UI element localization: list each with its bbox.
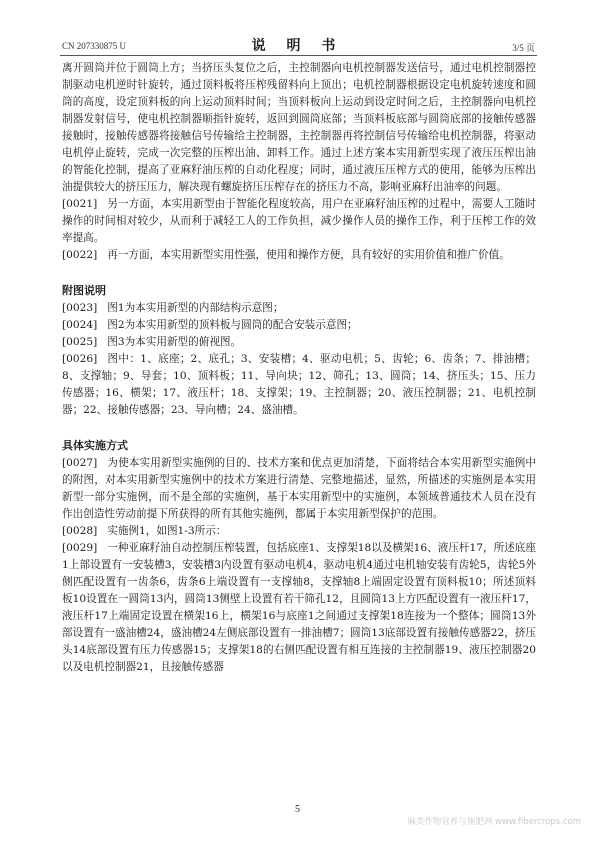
paragraph-text: 图2为本实用新型的顶料板与圆筒的配合安装示意图；: [107, 319, 358, 331]
header-doc-number: CN 207330875 U: [62, 41, 127, 51]
section-heading-implementation: 具体实施方式: [62, 439, 128, 452]
paragraph-number: [0029]: [62, 542, 98, 554]
paragraph-0023: [62, 300, 536, 317]
header-rule: [60, 55, 537, 56]
paragraph-0021: [62, 196, 536, 247]
document-body: [62, 60, 536, 676]
paragraph-number: [0025]: [62, 336, 98, 348]
paragraph-number: [0027]: [62, 457, 98, 469]
paragraph-text: 另一方面，本实用新型由于智能化程度较高，用户在亚麻籽油压榨的过程中，需要人工随时操作的时间相对较少，从而利于减轻工人的工作负担，减少操作人员的操作工作，利于压榨工作的效率提高。: [62, 198, 536, 244]
paragraph-0022: [62, 247, 536, 264]
paragraph-0027: [62, 455, 536, 523]
paragraph-number: [0022]: [62, 249, 98, 261]
paragraph-number: [0028]: [62, 525, 98, 537]
paragraph-text: 为使本实用新型实施例的目的、技术方案和优点更加清楚，下面将结合本实用新型实施例中的附图，对本实用新型实施例中的技术方案进行清楚、完整地描述，显然，所描述的实施例是本实用新型一部分实施例，而不是全部的实施例，基于本实用新型中的实施例，本领域普通技术人员在没有作出创造性劳动前提下所获得的所有其他实施例，都属于本实用新型保护的范围。: [62, 457, 536, 520]
page-number: 5: [295, 804, 300, 815]
paragraph-0025: [62, 334, 536, 351]
paragraph-continuation: 离开圆筒并位于圆筒上方；当挤压头复位之后，主控制器向电机控制器发送信号，通过电机控制器控制驱动电机逆时针旋转，通过顶料板将压榨残留料向上顶出；电机控制器根据设定电机旋转速度和圆筒的高度，设定顶料板的向上运动顶料时间；当顶料板向上运动到设定时间之后，主控制器向电机控制器发射信号，使电机控制器顺指针旋转，返回到圆筒底部；当顶料板底部与圆筒底部的接触传感器接触时，接触传感器将接触信号传输给主控制器，主控制器再将控制信号传输给电机控制器，将驱动电机停止旋转，完成一次完整的压榨出油、卸料工作。通过上述方案本实用新型实现了液压压榨出油的智能化控制，提高了亚麻籽油压榨的自动化程度；同时，通过液压压榨方式的使用，能够为压榨出油提供较大的挤压压力，解决现有螺旋挤压压榨存在的挤压力不高，影响亚麻籽出油率的问题。: [62, 62, 536, 193]
paragraph-text: 再一方面，本实用新型实用性强，使用和操作方便，具有较好的实用价值和推广价值。: [107, 249, 510, 261]
watermark: 麻类作物营养与施肥网 www.fibercrops.com: [407, 817, 581, 827]
paragraph-text: 图1为本实用新型的内部结构示意图；: [107, 302, 284, 314]
paragraph-number: [0026]: [62, 353, 98, 365]
paragraph-0028: [62, 523, 536, 540]
paragraph-text: 实施例1，如图1-3所示：: [107, 525, 227, 537]
section-heading-figures: 附图说明: [62, 284, 106, 297]
header-page-info: 3/5 页: [512, 43, 535, 53]
paragraph-number: [0024]: [62, 319, 98, 331]
paragraph-0024: [62, 317, 536, 334]
header-title: 说 明 书: [251, 38, 344, 54]
paragraph-text: 一种亚麻籽油自动控制压榨装置，包括底座1、支撑架18以及横架16、液压杆17，所述底座1上部设置有一安装槽3，安装槽3内设置有驱动电机4，驱动电机4通过电机轴安装有齿轮5，齿轮5外侧匹配设置有一齿条6，齿条6上端设置有一支撑轴8，支撑轴8上端固定设置有顶料板10；所述顶料板10设置在一圆筒13内，圆筒13侧壁上设置有若干筛孔12，且圆筒13上方匹配设置有一液压杆17，液压杆17上端固定设置在横架16上，横架16与底座1之间通过支撑架18连接为一个整体；圆筒13外部设置有一盛油槽24，盛油槽24左侧底部设置有一排油槽7；圆筒13底部设置有接触传感器22，挤压头14底部设置有压力传感器15；支撑架18的右侧匹配设置有相互连接的主控制器19、液压控制器20以及电机控制器21，且接触传感器: [62, 542, 536, 673]
paragraph-text: 图3为本实用新型的俯视图。: [107, 336, 242, 348]
paragraph-0029: [62, 540, 536, 676]
paragraph-0026: [62, 351, 536, 419]
paragraph-number: [0023]: [62, 302, 98, 314]
paragraph-number: [0021]: [62, 198, 98, 210]
paragraph-text: 图中：1、底座；2、底孔；3、安装槽；4、驱动电机；5、齿轮；6、齿条；7、排油槽；8、支撑轴；9、导套；10、顶料板；11、导向块；12、筛孔；13、圆筒；14、挤压头；15、压力传感器；16、横架；17、液压杆；18、支撑架；19、主控制器；20、液压控制器；21、电机控制器；22、接触传感器；23、导向槽；24、盛油槽。: [62, 353, 536, 416]
